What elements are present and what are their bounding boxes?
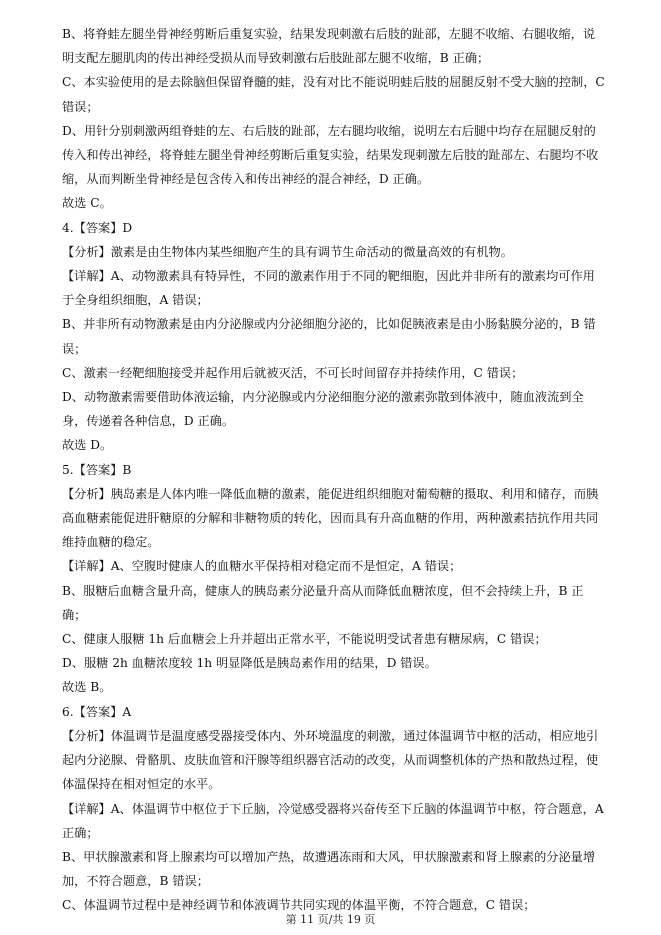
paragraph-analysis-q6: 【分析】体温调节是温度感受器接受体内、外环境温度的刺激，通过体温调节中枢的活动，相应地引起内分泌腺、骨骼肌、皮肤血管和汗腺等组织器官活动的改变，从而调整机体的产热和散热过程，使体温保持在相对恒定的水平。 (62, 728, 599, 792)
paragraph-answer-q4: 4.【答案】D (62, 220, 133, 235)
paragraph-option-b-q3: B、将脊蛙左腿坐骨神经剪断后重复实验，结果发现刺激右后肢的趾部，左腿不收缩、右腿收缩，说明支配左腿肌肉的传出神经受损从而导致刺激右后肢趾部左腿不收缩，B 正确； (62, 27, 596, 66)
paragraph-option-c-q5: C、健康人服糖 1h 后血糖会上升并超出正常水平，不能说明受试者患有糖尿病，C 错误； (62, 632, 547, 647)
paragraph-option-c-q3: C、本实验使用的是去除脑但保留脊髓的蛙，没有对比不能说明蛙后肢的屈腿反射不受大脑的控制，C 错误； (62, 75, 609, 114)
paragraph-option-d-q5: D、服糖 2h 血糖浓度较 1h 明显降低是胰岛素作用的结果，D 错误。 (62, 656, 437, 671)
paragraph-option-b-q6: B、甲状腺激素和肾上腺素均可以增加产热，故遭遇冻雨和大风，甲状腺激素和肾上腺素的分泌量增加，不符合题意，B 错误； (62, 849, 596, 889)
answer-explanation-body (62, 22, 609, 918)
paragraph-choice-q4: 故选 D。 (62, 438, 113, 453)
page-footer: 第 11 页/共 19 页 (285, 913, 376, 926)
paragraph-detail-a-q6: 【详解】A、体温调节中枢位于下丘脑，冷觉感受器将兴奋传至下丘脑的体温调节中枢，符合题意，A 正确； (62, 801, 608, 840)
paragraph-option-b-q4: B、并非所有动物激素是由内分泌腺或内分泌细胞分泌的，比如促胰液素是由小肠黏膜分泌的，B 错误； (62, 317, 596, 356)
paragraph-detail-a-q5: 【详解】A、空腹时健康人的血糖水平保持相对稳定而不是恒定，A 错误； (62, 559, 462, 574)
paragraph-analysis-q5: 【分析】胰岛素是人体内唯一降低血糖的激素，能促进组织细胞对葡萄糖的摄取、利用和储存，而胰高血糖素能促进肝糖原的分解和非糖物质的转化，因而具有升高血糖的作用，两种激素拮抗作用共同维持血糖的稳定。 (62, 486, 599, 550)
paragraph-detail-a-q4: 【详解】A、动物激素具有特异性，不同的激素作用于不同的靶细胞，因此并非所有的激素均可作用于全身组织细胞，A 错误； (62, 269, 595, 308)
paragraph-option-b-q5: B、服糖后血糖含量升高，健康人的胰岛素分泌量升高从而降低血糖浓度，但不会持续上升，B 正确； (62, 583, 584, 622)
paragraph-option-d-q3: D、用针分别刺激两组脊蛙的左、右后肢的趾部，左右腿均收缩，说明左右后腿中均存在屈腿反射的传入和传出神经，将脊蛙左腿坐骨神经剪断后重复实验，结果发现刺激左后肢的趾部左、右腿均不收缩，从而判断坐骨神经是包含传入和传出神经的混合神经，D 正确。 (62, 123, 599, 187)
paragraph-option-c-q4: C、激素一经靶细胞接受并起作用后就被灭活，不可长时间留存并持续作用，C 错误； (62, 365, 524, 380)
paragraph-answer-q6: 6.【答案】A (62, 704, 132, 719)
paragraph-analysis-q4: 【分析】激素是由生物体内某些细胞产生的具有调节生命活动的微量高效的有机物。 (62, 244, 513, 259)
paragraph-answer-q5: 5.【答案】B (62, 462, 132, 477)
paragraph-option-c-q6: C、体温调节过程中是神经调节和体液调节共同实现的体温平衡，不符合题意，C 错误； (62, 898, 536, 913)
paragraph-choice-q3: 故选 C。 (62, 196, 112, 211)
paragraph-choice-q5: 故选 B。 (62, 680, 112, 695)
paragraph-option-d-q4: D、动物激素需要借助体液运输，内分泌腺或内分泌细胞分泌的激素弥散到体液中，随血液流到全身，传递着各种信息，D 正确。 (62, 390, 584, 429)
